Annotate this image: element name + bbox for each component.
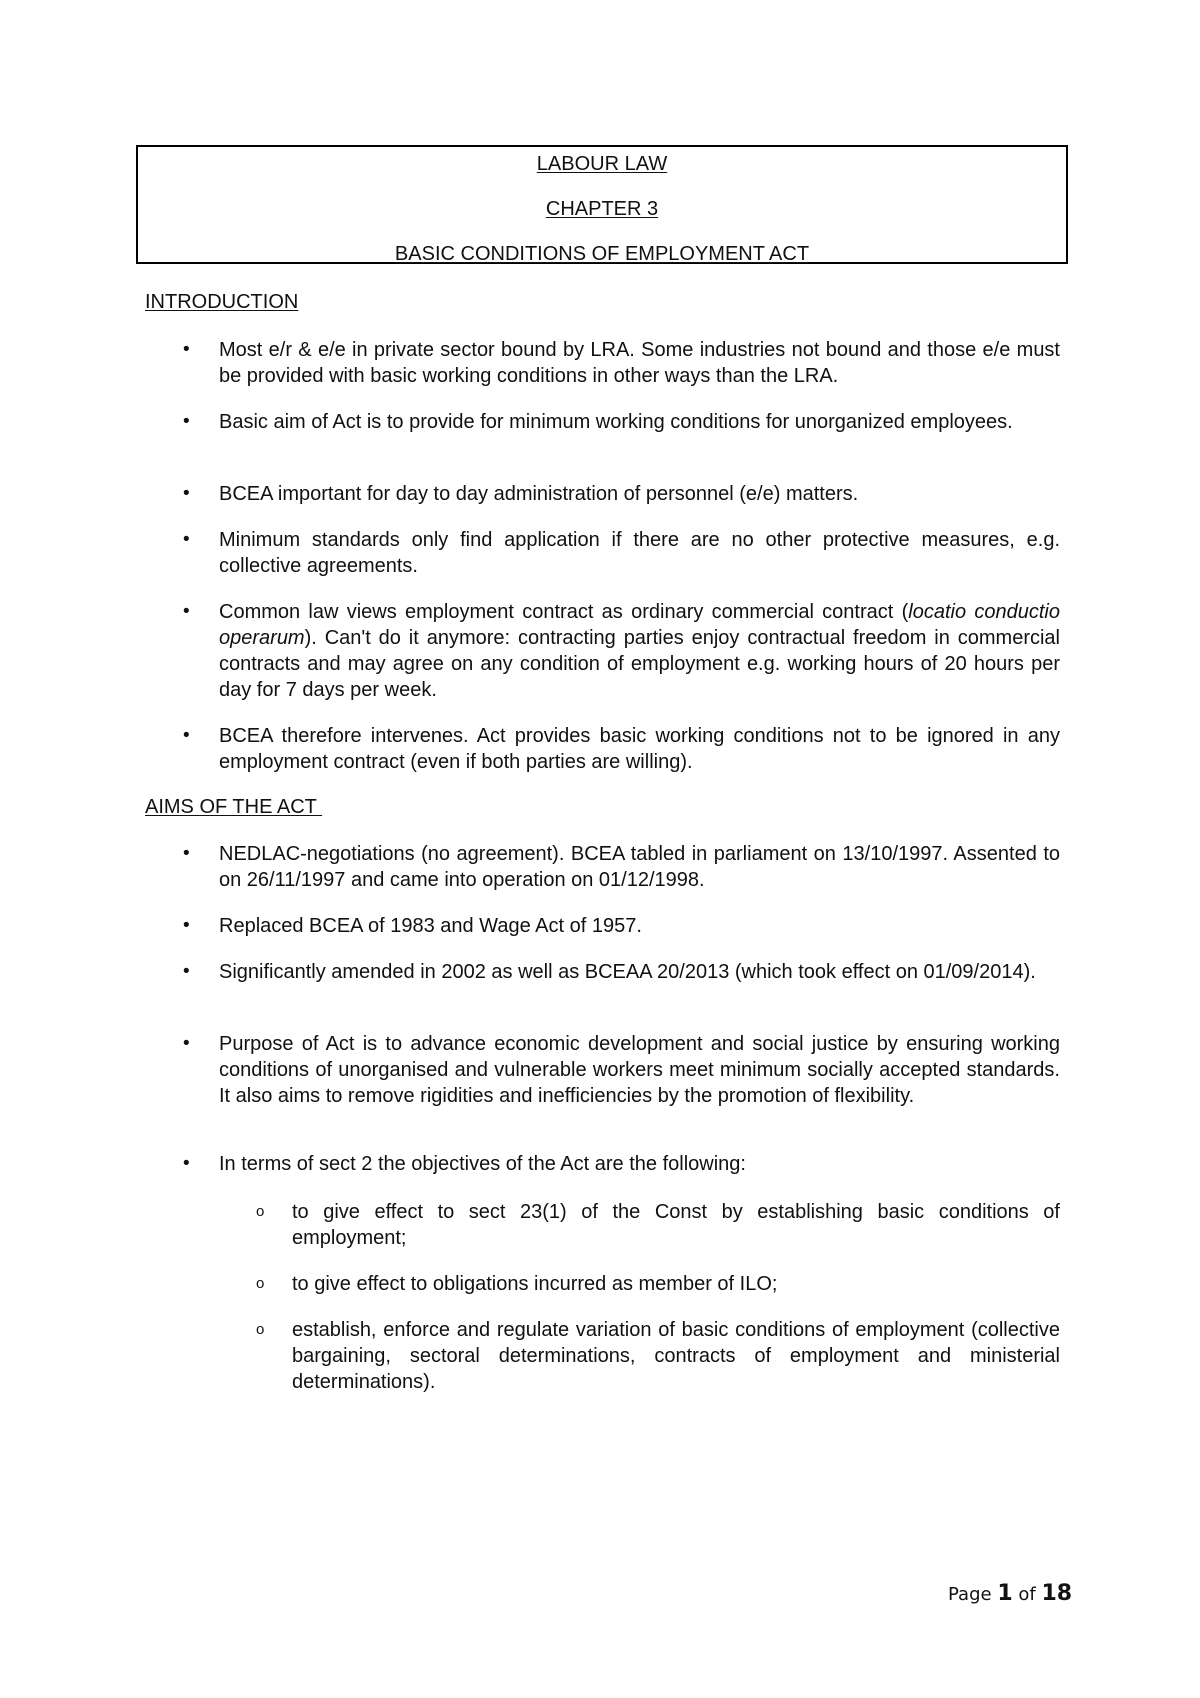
bullet-icon: • bbox=[183, 1033, 190, 1054]
aims-item-3: Significantly amended in 2002 as well as BCEAA 20/2013 (which took effect on 01/09/2014). bbox=[219, 961, 1036, 983]
chapter-title: CHAPTER 3 bbox=[545, 198, 659, 220]
intro-item-6: BCEA therefore intervenes. Act provides basic working conditions not to be ignored in any employment contract (even if both parties are willing). bbox=[219, 725, 1060, 773]
aims-heading: AIMS OF THE ACT bbox=[145, 796, 323, 818]
intro-item-2: Basic aim of Act is to provide for minimum working conditions for unorganized employees. bbox=[219, 411, 1013, 433]
aims-item-2: Replaced BCEA of 1983 and Wage Act of 1957. bbox=[219, 915, 642, 937]
sub-bullet-icon: o bbox=[256, 1275, 265, 1292]
title-box bbox=[136, 145, 1068, 264]
sub-bullet-icon: o bbox=[256, 1203, 265, 1220]
aims-item-4: Purpose of Act is to advance economic development and social justice by ensuring working conditions of unorganised and vulnerable workers meet minimum socially accepted standards. It also aims to remove rigidities and inefficiencies by the promotion of flexibility. bbox=[219, 1033, 1060, 1107]
intro-item-4: Minimum standards only find application if there are no other protective measures, e.g. collective agreements. bbox=[219, 529, 1060, 577]
sub-bullet-icon: o bbox=[256, 1321, 265, 1338]
bullet-icon: • bbox=[183, 961, 190, 982]
objective-item-3: establish, enforce and regulate variation of basic conditions of employment (collective bargaining, sectoral determinations, contracts of employment and ministerial determinations). bbox=[292, 1319, 1060, 1393]
bullet-icon: • bbox=[183, 339, 190, 360]
intro-item-1: Most e/r & e/e in private sector bound by LRA. Some industries not bound and those e/e must be provided with basic working conditions in other ways than the LRA. bbox=[219, 339, 1060, 387]
bullet-icon: • bbox=[183, 601, 190, 622]
aims-item-5: In terms of sect 2 the objectives of the Act are the following: bbox=[219, 1153, 746, 1175]
objective-item-1: to give effect to sect 23(1) of the Const by establishing basic conditions of employment; bbox=[292, 1201, 1060, 1249]
objective-item-2: to give effect to obligations incurred as member of ILO; bbox=[292, 1273, 778, 1295]
act-title: BASIC CONDITIONS OF EMPLOYMENT ACT bbox=[394, 243, 810, 265]
bullet-icon: • bbox=[183, 915, 190, 936]
bullet-icon: • bbox=[183, 1153, 190, 1174]
bullet-icon: • bbox=[183, 483, 190, 504]
bullet-icon: • bbox=[183, 529, 190, 550]
bullet-icon: • bbox=[183, 411, 190, 432]
page-number: Page 1 of 18 bbox=[948, 1581, 1073, 1606]
bullet-icon: • bbox=[183, 843, 190, 864]
course-title: LABOUR LAW bbox=[536, 153, 668, 175]
introduction-heading: INTRODUCTION bbox=[145, 291, 299, 313]
bullet-icon: • bbox=[183, 725, 190, 746]
aims-item-1: NEDLAC-negotiations (no agreement). BCEA tabled in parliament on 13/10/1997. Assented to on 26/11/1997 and came into operation on 01/12/1998. bbox=[219, 843, 1060, 891]
latin-term: locatio conductio operarum bbox=[219, 601, 1060, 649]
intro-item-3: BCEA important for day to day administration of personnel (e/e) matters. bbox=[219, 483, 859, 505]
intro-item-5: Common law views employment contract as ordinary commercial contract (locatio conductio operarum). Can't do it anymore: contracting parties enjoy contractual freedom in commercial contracts and may agree on any condition of employment e.g. working hours of 20 hours per day for 7 days per week. bbox=[219, 601, 1060, 701]
